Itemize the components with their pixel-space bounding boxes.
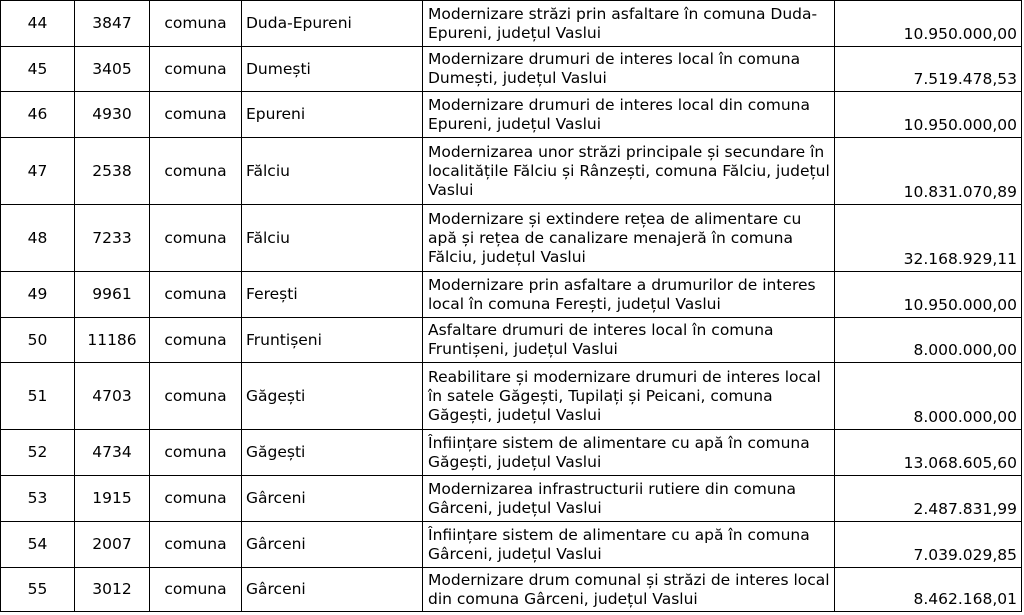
unit-type: comuna bbox=[150, 568, 242, 612]
table-row bbox=[1, 522, 1022, 568]
project-id: 9961 bbox=[75, 272, 150, 318]
project-id: 3405 bbox=[75, 47, 150, 92]
project-value: 10.950.000,00 bbox=[835, 1, 1022, 47]
row-number: 54 bbox=[1, 522, 75, 568]
locality-name: Fruntișeni bbox=[242, 318, 423, 363]
project-description: Înființare sistem de alimentare cu apă în comuna Găgești, județul Vaslui bbox=[423, 430, 835, 476]
project-value: 8.000.000,00 bbox=[835, 318, 1022, 363]
table-row bbox=[1, 430, 1022, 476]
project-id: 1915 bbox=[75, 476, 150, 522]
project-id: 7233 bbox=[75, 205, 150, 272]
project-description: Modernizare drumuri de interes local din comuna Epureni, județul Vaslui bbox=[423, 92, 835, 138]
unit-type: comuna bbox=[150, 363, 242, 430]
row-number: 51 bbox=[1, 363, 75, 430]
project-description: Înființare sistem de alimentare cu apă în comuna Gârceni, județul Vaslui bbox=[423, 522, 835, 568]
row-number: 45 bbox=[1, 47, 75, 92]
row-number: 52 bbox=[1, 430, 75, 476]
row-number: 46 bbox=[1, 92, 75, 138]
locality-name: Găgești bbox=[242, 363, 423, 430]
locality-name: Gârceni bbox=[242, 476, 423, 522]
project-value: 8.000.000,00 bbox=[835, 363, 1022, 430]
table-row bbox=[1, 47, 1022, 92]
unit-type: comuna bbox=[150, 92, 242, 138]
table-row bbox=[1, 363, 1022, 430]
table-row bbox=[1, 568, 1022, 612]
project-description: Modernizare prin asfaltare a drumurilor de interes local în comuna Ferești, județul Vaslui bbox=[423, 272, 835, 318]
unit-type: comuna bbox=[150, 476, 242, 522]
project-id: 3847 bbox=[75, 1, 150, 47]
unit-type: comuna bbox=[150, 205, 242, 272]
row-number: 48 bbox=[1, 205, 75, 272]
project-value: 10.831.070,89 bbox=[835, 138, 1022, 205]
unit-type: comuna bbox=[150, 272, 242, 318]
project-description: Modernizare străzi prin asfaltare în comuna Duda-Epureni, județul Vaslui bbox=[423, 1, 835, 47]
unit-type: comuna bbox=[150, 318, 242, 363]
project-description: Modernizarea infrastructurii rutiere din comuna Gârceni, județul Vaslui bbox=[423, 476, 835, 522]
row-number: 53 bbox=[1, 476, 75, 522]
project-value: 7.039.029,85 bbox=[835, 522, 1022, 568]
locality-name: Gârceni bbox=[242, 568, 423, 612]
row-number: 49 bbox=[1, 272, 75, 318]
table-row bbox=[1, 476, 1022, 522]
locality-name: Găgești bbox=[242, 430, 423, 476]
row-number: 55 bbox=[1, 568, 75, 612]
table-body bbox=[1, 1, 1022, 612]
project-value: 32.168.929,11 bbox=[835, 205, 1022, 272]
table-row bbox=[1, 272, 1022, 318]
project-id: 2538 bbox=[75, 138, 150, 205]
project-value: 8.462.168,01 bbox=[835, 568, 1022, 612]
unit-type: comuna bbox=[150, 47, 242, 92]
locality-name: Duda-Epureni bbox=[242, 1, 423, 47]
table-row bbox=[1, 1, 1022, 47]
unit-type: comuna bbox=[150, 522, 242, 568]
locality-name: Dumești bbox=[242, 47, 423, 92]
project-id: 4703 bbox=[75, 363, 150, 430]
project-id: 2007 bbox=[75, 522, 150, 568]
project-value: 10.950.000,00 bbox=[835, 92, 1022, 138]
locality-name: Epureni bbox=[242, 92, 423, 138]
project-value: 7.519.478,53 bbox=[835, 47, 1022, 92]
locality-name: Gârceni bbox=[242, 522, 423, 568]
row-number: 47 bbox=[1, 138, 75, 205]
unit-type: comuna bbox=[150, 430, 242, 476]
row-number: 44 bbox=[1, 1, 75, 47]
row-number: 50 bbox=[1, 318, 75, 363]
project-value: 2.487.831,99 bbox=[835, 476, 1022, 522]
project-description: Reabilitare și modernizare drumuri de interes local în satele Găgești, Tupilați și Peicani, comuna Găgești, județul Vaslui bbox=[423, 363, 835, 430]
project-description: Modernizare drum comunal și străzi de interes local din comuna Gârceni, județul Vaslui bbox=[423, 568, 835, 612]
project-description: Modernizarea unor străzi principale și secundare în localitățile Fălciu și Rânzești, comuna Fălciu, județul Vaslui bbox=[423, 138, 835, 205]
project-id: 4734 bbox=[75, 430, 150, 476]
unit-type: comuna bbox=[150, 138, 242, 205]
locality-name: Fălciu bbox=[242, 205, 423, 272]
project-value: 10.950.000,00 bbox=[835, 272, 1022, 318]
project-description: Modernizare și extindere rețea de alimentare cu apă și rețea de canalizare menajeră în comuna Fălciu, județul Vaslui bbox=[423, 205, 835, 272]
unit-type: comuna bbox=[150, 1, 242, 47]
project-value: 13.068.605,60 bbox=[835, 430, 1022, 476]
locality-name: Ferești bbox=[242, 272, 423, 318]
project-description: Asfaltare drumuri de interes local în comuna Fruntișeni, județul Vaslui bbox=[423, 318, 835, 363]
table-row bbox=[1, 318, 1022, 363]
project-id: 4930 bbox=[75, 92, 150, 138]
table-row bbox=[1, 138, 1022, 205]
project-id: 3012 bbox=[75, 568, 150, 612]
project-id: 11186 bbox=[75, 318, 150, 363]
table-row bbox=[1, 205, 1022, 272]
locality-name: Fălciu bbox=[242, 138, 423, 205]
project-description: Modernizare drumuri de interes local în comuna Dumești, județul Vaslui bbox=[423, 47, 835, 92]
table-row bbox=[1, 92, 1022, 138]
